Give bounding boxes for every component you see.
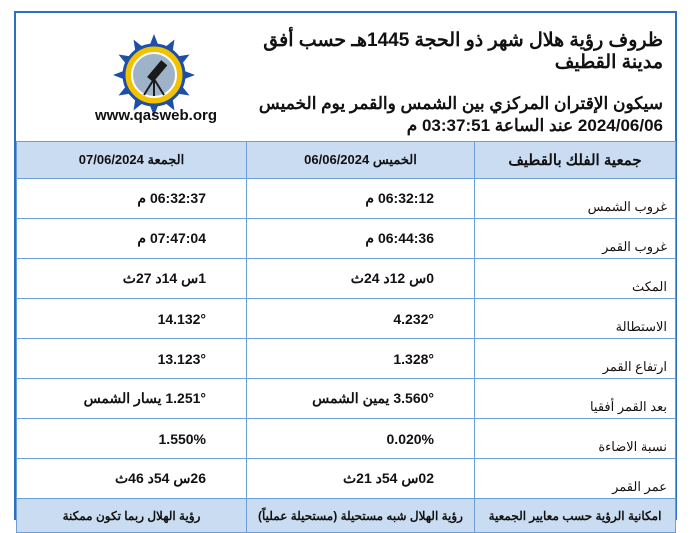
table-row [17, 379, 676, 419]
row-label: غروب الشمس [475, 179, 676, 219]
cell-col2: 06:32:37 م [17, 179, 247, 219]
conjunction-line-1: سيكون الإقتران المركزي بين الشمس والقمر يوم الخميس [258, 94, 663, 113]
cell-col1: 02س 54د 21ث [247, 459, 475, 499]
cell-col2: 26س 54د 46ث [17, 459, 247, 499]
table-row [17, 459, 676, 499]
table-row [17, 259, 676, 299]
conjunction-line-2: 2024/06/06 عند الساعة 03:37:51 م [406, 116, 663, 135]
table-row [17, 219, 676, 259]
cell-col2: 1.550% [17, 419, 247, 459]
footer-criteria-label: امكانية الرؤية حسب معايير الجمعية [475, 499, 676, 533]
table-row [17, 299, 676, 339]
document-frame [14, 11, 677, 523]
website-url: www.qasweb.org [95, 107, 217, 124]
cell-col1: 4.232° [247, 299, 475, 339]
visibility-table [16, 141, 676, 533]
row-label: غروب القمر [475, 219, 676, 259]
cell-col1: 06:32:12 م [247, 179, 475, 219]
cell-col1: 06:44:36 م [247, 219, 475, 259]
page-title: ظروف رؤية هلال شهر ذو الحجة 1445هـ حسب أفق مدينة القطيف [263, 30, 663, 73]
cell-col1: 1.328° [247, 339, 475, 379]
row-label: المكث [475, 259, 676, 299]
table-header-row [17, 142, 676, 179]
header-date-2: الجمعة 07/06/2024 [17, 142, 247, 179]
cell-col2: 1.251° يسار الشمس [17, 379, 247, 419]
row-label: الاستطالة [475, 299, 676, 339]
footer-verdict-2: رؤية الهلال ربما تكون ممكنة [17, 499, 247, 533]
footer-verdict-1: رؤية الهلال شبه مستحيلة (مستحيلة عملياً) [247, 499, 475, 533]
telescope-logo-icon [112, 33, 196, 117]
row-label: ارتفاع القمر [475, 339, 676, 379]
cell-col2: 1س 14د 27ث [17, 259, 247, 299]
cell-col1: 0.020% [247, 419, 475, 459]
table-footer-row [17, 499, 676, 533]
cell-col1: 0س 12د 24ث [247, 259, 475, 299]
row-label: عمر القمر [475, 459, 676, 499]
table-row [17, 339, 676, 379]
cell-col2: 14.132° [17, 299, 247, 339]
conjunction-info [223, 93, 663, 137]
header-society-label: جمعية الفلك بالقطيف [475, 142, 676, 179]
table-row [17, 419, 676, 459]
cell-col2: 13.123° [17, 339, 247, 379]
row-label: نسبة الاضاءة [475, 419, 676, 459]
header [16, 13, 675, 143]
row-label: بعد القمر أفقيا [475, 379, 676, 419]
table-row [17, 179, 676, 219]
cell-col1: 3.560° يمين الشمس [247, 379, 475, 419]
header-date-1: الخميس 06/06/2024 [247, 142, 475, 179]
cell-col2: 07:47:04 م [17, 219, 247, 259]
